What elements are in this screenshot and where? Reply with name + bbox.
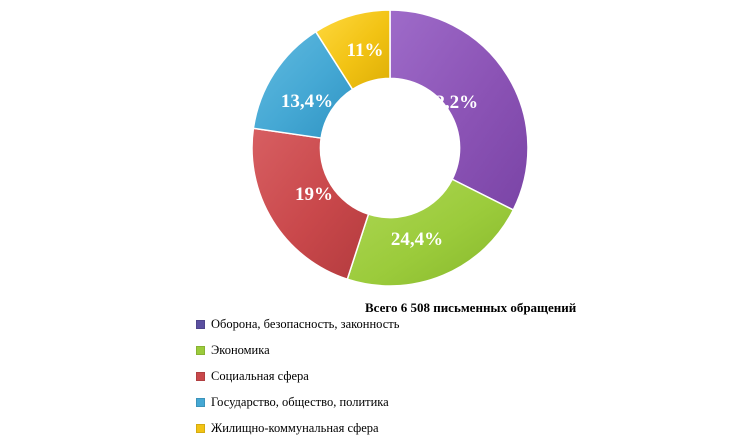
- chart-legend: [196, 313, 616, 443]
- legend-item-label: Жилищно-коммунальная сфера: [211, 421, 379, 435]
- legend-swatch-icon: [196, 424, 205, 433]
- legend-item[interactable]: [196, 417, 616, 440]
- legend-item[interactable]: [196, 339, 616, 362]
- legend-swatch-icon: [196, 320, 205, 329]
- doughnut-svg: [245, 6, 535, 291]
- legend-item[interactable]: [196, 391, 616, 414]
- legend-swatch-icon: [196, 372, 205, 381]
- legend-item-label: Государство, общество, политика: [211, 395, 389, 409]
- legend-swatch-icon: [196, 346, 205, 355]
- doughnut-chart: [245, 6, 535, 291]
- pie-label-2: 24,4%: [390, 229, 444, 250]
- pie-label-1: 32,2%: [425, 92, 479, 113]
- pie-label-3: 19%: [295, 184, 333, 205]
- legend-item[interactable]: [196, 313, 616, 336]
- pie-label-5: 11%: [346, 40, 384, 61]
- legend-item-label: Оборона, безопасность, законность: [211, 317, 400, 331]
- legend-item[interactable]: [196, 365, 616, 388]
- legend-item-label: Экономика: [211, 343, 270, 357]
- total-note: Всего 6 508 письменных обращений: [365, 300, 577, 315]
- pie-label-4: 13,4%: [280, 91, 334, 112]
- legend-item-label: Социальная сфера: [211, 369, 309, 383]
- legend-swatch-icon: [196, 398, 205, 407]
